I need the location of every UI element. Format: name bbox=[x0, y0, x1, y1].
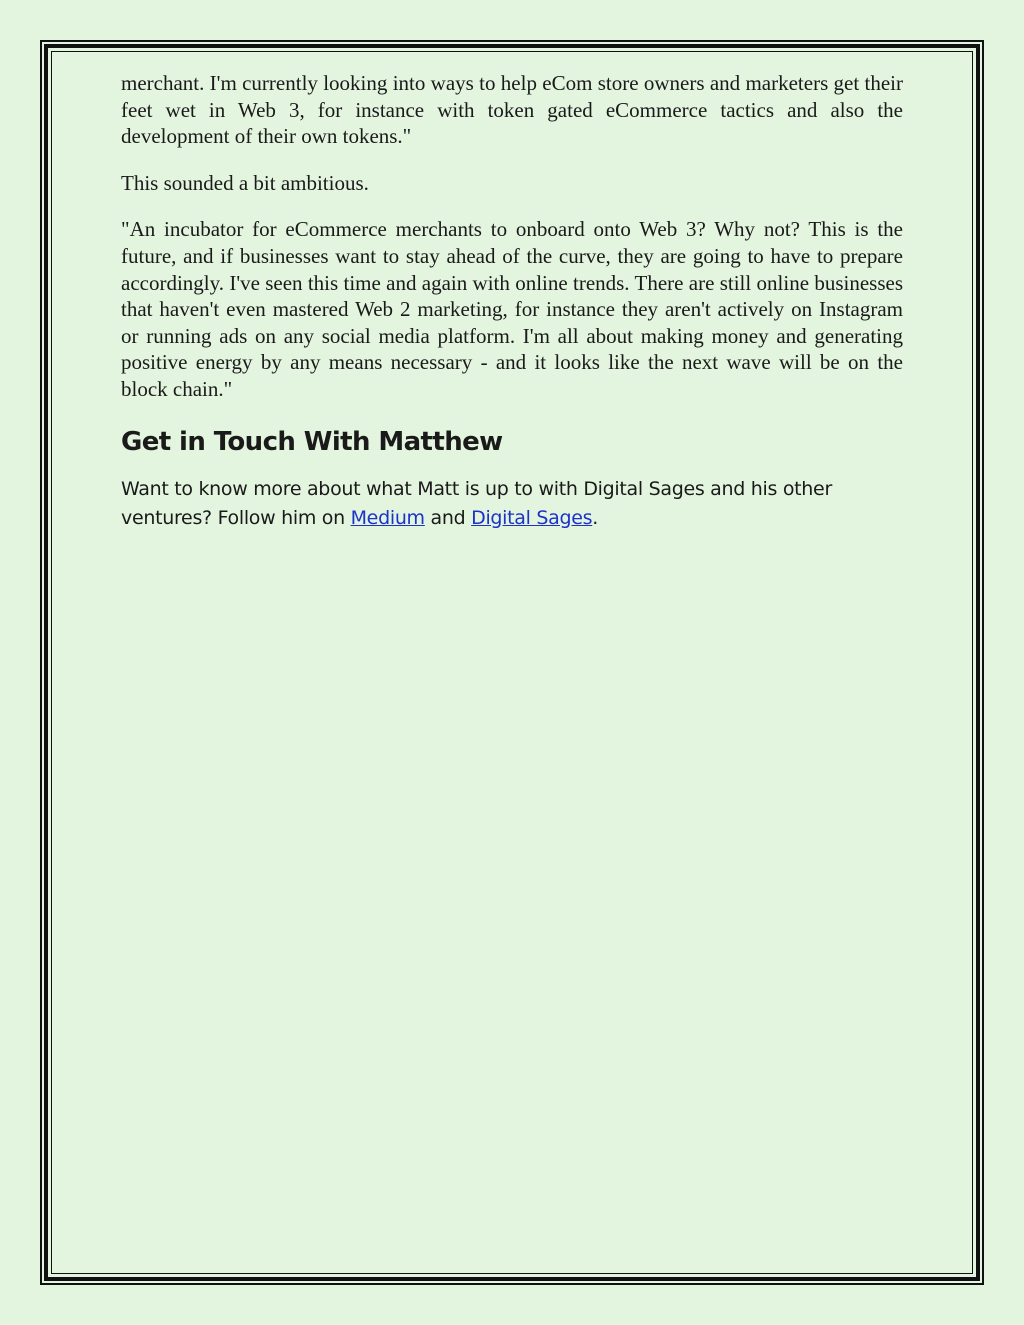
paragraph-quote: "An incubator for eCommerce merchants to onboard onto Web 3? Why not? This is the future, and if businesses want to stay ahead of the curve, they are going to have to prepare accordingly. I've seen this time and again with online trends. There are still online businesses that haven't even mastered Web 2 marketing, for instance they aren't actively on Instagram or running ads on any social media platform. I'm all about making money and generating positive energy by any means necessary - and it looks like the next wave will be on the block chain." bbox=[121, 217, 903, 401]
section-heading: Get in Touch With Matthew bbox=[121, 426, 503, 457]
digital-sages-link[interactable]: Digital Sages bbox=[471, 506, 593, 529]
paragraph-remark: This sounded a bit ambitious. bbox=[121, 170, 369, 195]
contact-paragraph bbox=[121, 475, 903, 533]
contact-text-before: Want to know more about what Matt is up to with Digital Sages and his other ventures? Follow him on bbox=[121, 477, 832, 529]
paragraph-continuation: merchant. I'm currently looking into ways to help eCom store owners and marketers get their feet wet in Web 3, for instance with token gated eCommerce tactics and also the development of their own tokens." bbox=[121, 71, 903, 149]
contact-text-middle: and bbox=[424, 506, 472, 529]
contact-text-after: . bbox=[592, 506, 598, 529]
document-body bbox=[121, 70, 903, 533]
medium-link[interactable]: Medium bbox=[350, 506, 425, 529]
